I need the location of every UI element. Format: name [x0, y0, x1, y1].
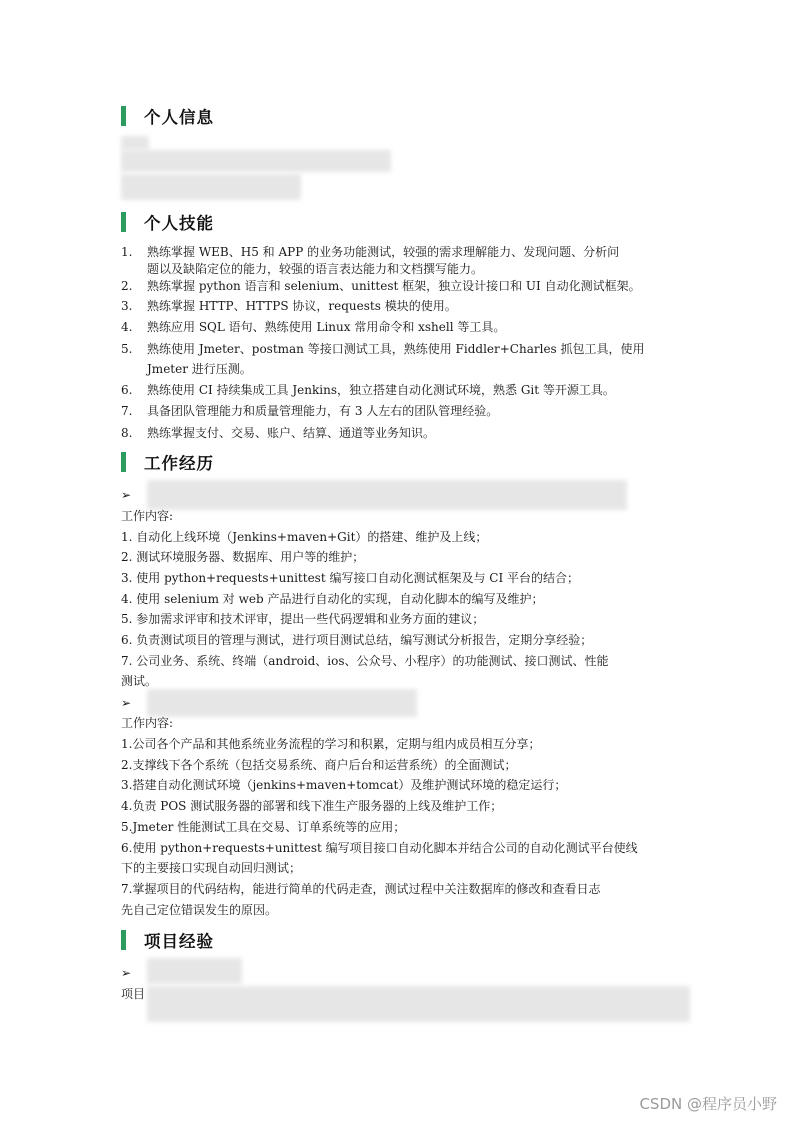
section-title: 项目经验	[144, 932, 214, 951]
work-content-label: 工作内容:	[121, 716, 174, 730]
work-item: 5.Jmeter 性能测试工具在交易、订单系统等的应用；	[121, 820, 406, 834]
section-accent-bar	[121, 452, 126, 472]
skill-item: 1. 熟练掌握 WEB、H5 和 APP 的业务功能测试，较强的需求理解能力、发现问题、分析问	[121, 245, 620, 259]
section-accent-bar	[121, 930, 126, 950]
skill-item: 6. 熟练使用 CI 持续集成工具 Jenkins，独立搭建自动化测试环境，熟悉 Git 等开源工具。	[121, 383, 615, 397]
arrow-bullet-icon: ➢	[121, 696, 132, 710]
work-item: 3. 使用 python+requests+unittest 编写接口自动化测试框架及与 CI 平台的结合；	[121, 571, 580, 585]
section-header-work	[121, 449, 214, 475]
redacted-block	[121, 150, 391, 172]
skill-item: 5. 熟练使用 Jmeter、postman 等接口测试工具，熟练使用 Fiddler+Charles 抓包工具，使用	[121, 342, 645, 356]
work-item: 3.搭建自动化测试环境（jenkins+maven+tomcat）及维护测试环境的稳定运行；	[121, 778, 567, 792]
arrow-bullet-icon: ➢	[121, 488, 132, 502]
work-item: 5. 参加需求评审和技术评审，提出一些代码逻辑和业务方面的建议；	[121, 612, 485, 626]
work-item: 2.支撑线下各个系统（包括交易系统、商户后台和运营系统）的全面测试；	[121, 758, 517, 772]
section-title: 个人信息	[144, 108, 214, 127]
work-item: 2. 测试环境服务器、数据库、用户等的维护；	[121, 550, 365, 564]
redacted-block	[121, 174, 301, 200]
skill-item: 2. 熟练掌握 python 语言和 selenium、unittest 框架，独立设计接口和 UI 自动化测试框架。	[121, 279, 641, 293]
skill-item: 4. 熟练应用 SQL 语句、熟练使用 Linux 常用命令和 xshell 等工具。	[121, 320, 506, 334]
skill-item-continued: Jmeter 进行压测。	[147, 362, 252, 376]
work-item: 4.负责 POS 测试服务器的部署和线下准生产服务器的上线及维护工作；	[121, 799, 503, 813]
skill-item: 3. 熟练掌握 HTTP、HTTPS 协议，requests 模块的使用。	[121, 299, 457, 313]
arrow-bullet-icon: ➢	[121, 966, 132, 980]
redacted-block	[147, 689, 417, 717]
work-item: 6. 负责测试项目的管理与测试，进行项目测试总结，编写测试分析报告，定期分享经验；	[121, 633, 593, 647]
redacted-block	[147, 986, 690, 1022]
work-item-continued: 测试。	[121, 674, 158, 688]
section-accent-bar	[121, 212, 126, 232]
work-item: 1.公司各个产品和其他系统业务流程的学习和积累，定期与组内成员相互分享；	[121, 737, 541, 751]
work-item: 6.使用 python+requests+unittest 编写项目接口自动化脚本并结合公司的自动化测试平台使线	[121, 841, 638, 855]
section-header-skills	[121, 209, 214, 235]
work-item-continued: 先自己定位错误发生的原因。	[121, 903, 278, 917]
project-label: 项目	[121, 987, 146, 1001]
redacted-block	[147, 958, 242, 984]
section-accent-bar	[121, 106, 126, 126]
section-header-personal-info	[121, 103, 214, 129]
work-item: 7. 公司业务、系统、终端（android、ios、公众号、小程序）的功能测试、接口测试、性能	[121, 654, 609, 668]
skill-item: 7. 具备团队管理能力和质量管理能力，有 3 人左右的团队管理经验。	[121, 404, 499, 418]
work-content-label: 工作内容:	[121, 509, 174, 523]
redacted-block	[121, 136, 149, 150]
work-item: 1. 自动化上线环境（Jenkins+maven+Git）的搭建、维护及上线；	[121, 530, 488, 544]
section-title: 工作经历	[144, 454, 214, 473]
section-header-projects	[121, 927, 214, 953]
work-item-continued: 下的主要接口实现自动回归测试；	[121, 861, 302, 875]
skill-item: 8. 熟练掌握支付、交易、账户、结算、通道等业务知识。	[121, 426, 436, 440]
work-item: 4. 使用 selenium 对 web 产品进行自动化的实现，自动化脚本的编写及维护；	[121, 592, 544, 606]
work-item: 7.掌握项目的代码结构，能进行简单的代码走查，测试过程中关注数据库的修改和查看日志	[121, 882, 601, 896]
section-title: 个人技能	[144, 214, 214, 233]
csdn-watermark: CSDN @程序员小野	[639, 1095, 777, 1113]
skill-item-continued: 题以及缺陷定位的能力，较强的语言表达能力和文档撰写能力。	[147, 262, 484, 276]
redacted-block	[147, 480, 627, 510]
